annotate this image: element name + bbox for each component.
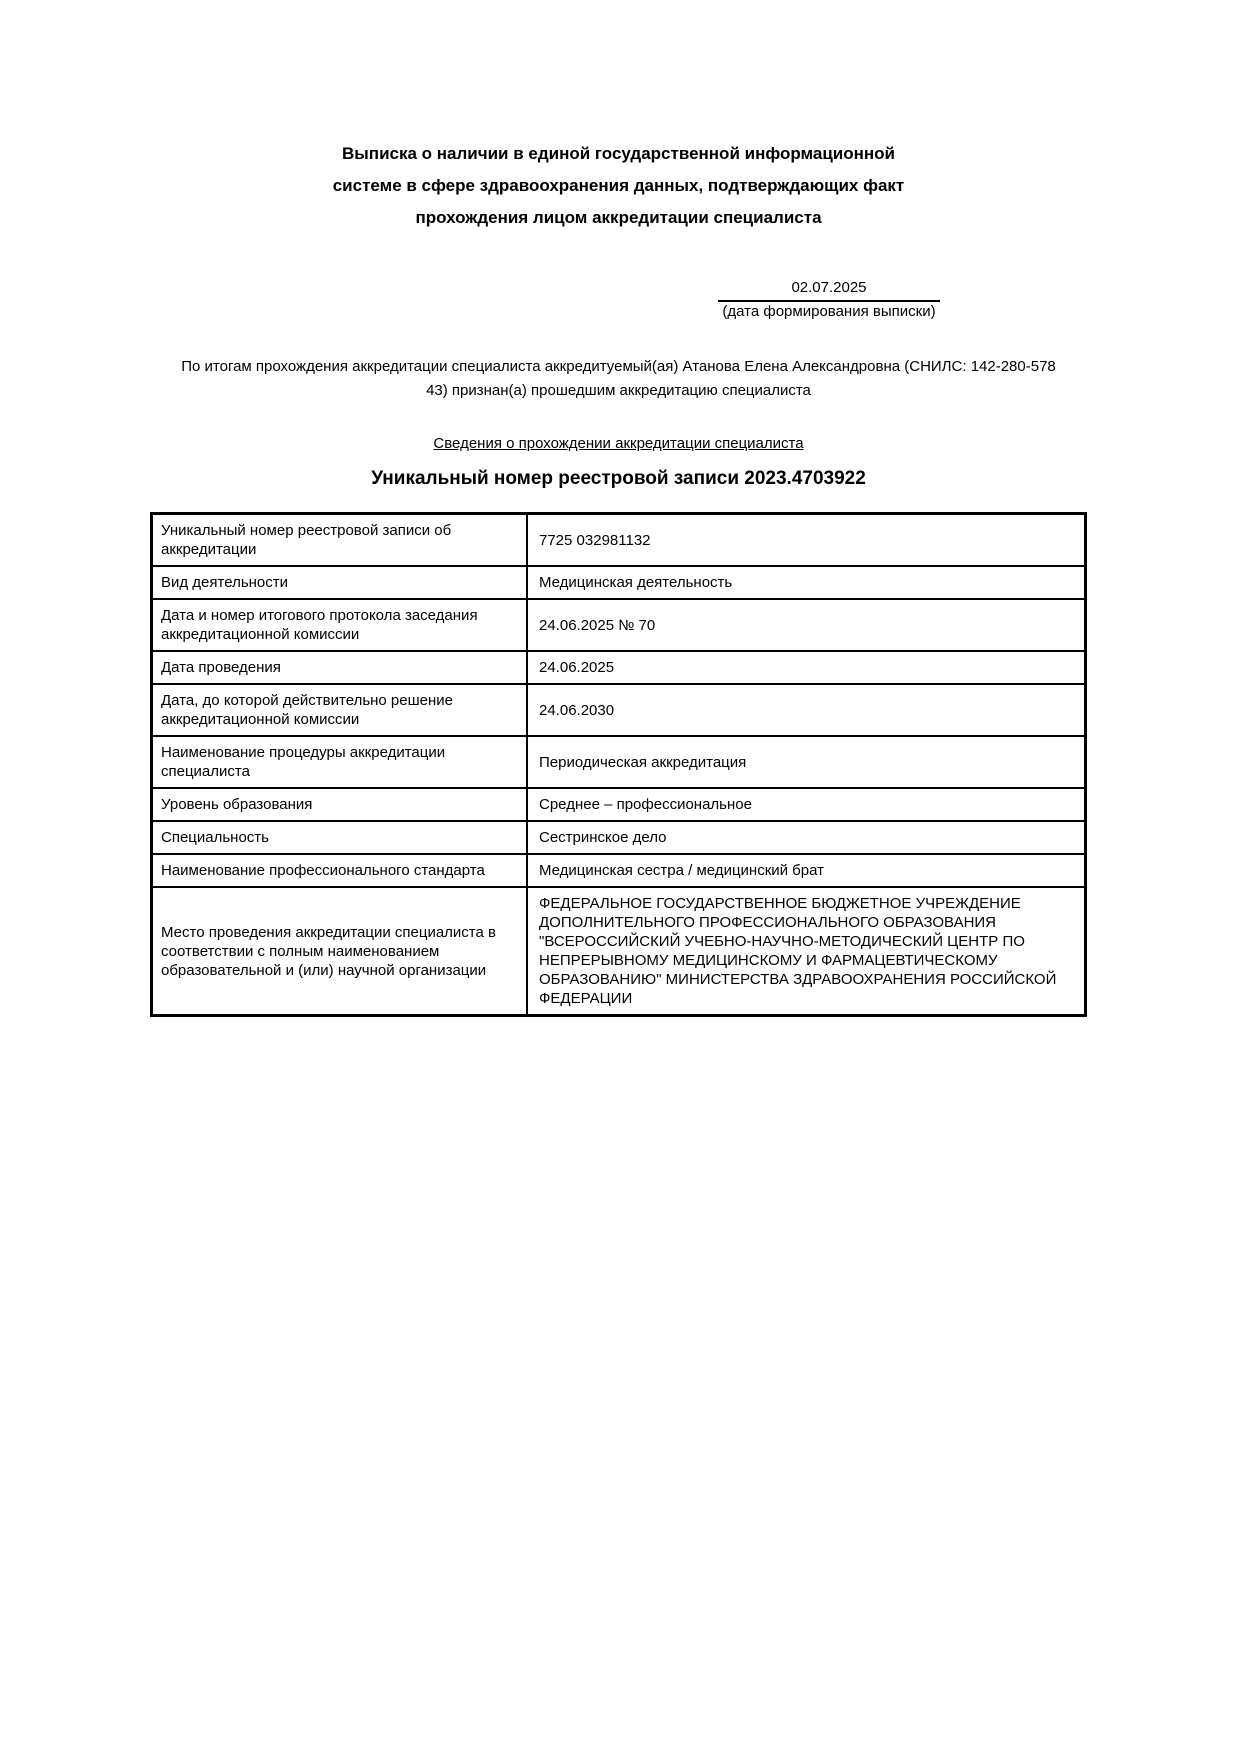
table-row-value: Сестринское дело — [527, 821, 1086, 854]
document-title-line-2: системе в сфере здравоохранения данных, подтверждающих факт — [332, 176, 905, 195]
extract-date-block — [718, 279, 940, 321]
table-row — [152, 566, 1086, 599]
table-row-label: Уровень образования — [152, 788, 528, 821]
table-row-value: Медицинская деятельность — [527, 566, 1086, 599]
extract-date-caption: (дата формирования выписки) — [722, 303, 936, 320]
table-row — [152, 514, 1086, 567]
table-row-value: 24.06.2030 — [527, 684, 1086, 736]
table-row-value: 7725 032981132 — [527, 514, 1086, 567]
table-row-label: Уникальный номер реестровой записи об аккредитации — [152, 514, 528, 567]
extract-date-value: 02.07.2025 — [718, 279, 940, 302]
table-row — [152, 599, 1086, 651]
table-row-label: Наименование процедуры аккредитации специалиста — [152, 736, 528, 788]
table-row — [152, 821, 1086, 854]
table-row — [152, 684, 1086, 736]
table-row — [152, 651, 1086, 684]
table-row-label: Дата, до которой действительно решение аккредитационной комиссии — [152, 684, 528, 736]
table-row-value: Периодическая аккредитация — [527, 736, 1086, 788]
intro-paragraph-line-1: По итогам прохождения аккредитации специалиста аккредитуемый(ая) Атанова Елена Александровна (СНИЛС: 142-280-578 — [181, 358, 1056, 375]
registry-number-heading: Уникальный номер реестровой записи 2023.4703922 — [371, 468, 866, 489]
document-title-line-3: прохождения лицом аккредитации специалиста — [415, 208, 822, 227]
accreditation-table-body — [152, 514, 1086, 1016]
document-title — [150, 138, 1087, 234]
table-row — [152, 887, 1086, 1016]
table-row-label: Место проведения аккредитации специалиста в соответствии с полным наименованием образовательной и (или) научной организации — [152, 887, 528, 1016]
table-row-value: Медицинская сестра / медицинский брат — [527, 854, 1086, 887]
table-row-value: ФЕДЕРАЛЬНОЕ ГОСУДАРСТВЕННОЕ БЮДЖЕТНОЕ УЧРЕЖДЕНИЕ ДОПОЛНИТЕЛЬНОГО ПРОФЕССИОНАЛЬНОГО ОБРАЗОВАНИЯ "ВСЕРОССИЙСКИЙ УЧЕБНО-НАУЧНО-МЕТОДИЧЕСКИЙ ЦЕНТР ПО НЕПРЕРЫВНОМУ МЕДИЦИНСКОМУ И ФАРМАЦЕВТИЧЕСКОМУ ОБРАЗОВАНИЮ" МИНИСТЕРСТВА ЗДРАВООХРАНЕНИЯ РОССИЙСКОЙ ФЕДЕРАЦИИ — [527, 887, 1086, 1016]
table-row-label: Дата и номер итогового протокола заседания аккредитационной комиссии — [152, 599, 528, 651]
accreditation-table — [150, 512, 1087, 1017]
table-row-value: 24.06.2025 № 70 — [527, 599, 1086, 651]
table-row-label: Наименование профессионального стандарта — [152, 854, 528, 887]
document-title-line-1: Выписка о наличии в единой государственной информационной — [342, 144, 895, 163]
table-row-label: Дата проведения — [152, 651, 528, 684]
table-row — [152, 854, 1086, 887]
table-row-label: Специальность — [152, 821, 528, 854]
table-row-value: 24.06.2025 — [527, 651, 1086, 684]
section-heading: Сведения о прохождении аккредитации специалиста — [433, 435, 804, 452]
table-row-value: Среднее – профессиональное — [527, 788, 1086, 821]
table-row-label: Вид деятельности — [152, 566, 528, 599]
intro-paragraph-line-2: 43) признан(а) прошедшим аккредитацию специалиста — [426, 382, 811, 399]
table-row — [152, 788, 1086, 821]
intro-paragraph — [150, 355, 1087, 403]
table-row — [152, 736, 1086, 788]
